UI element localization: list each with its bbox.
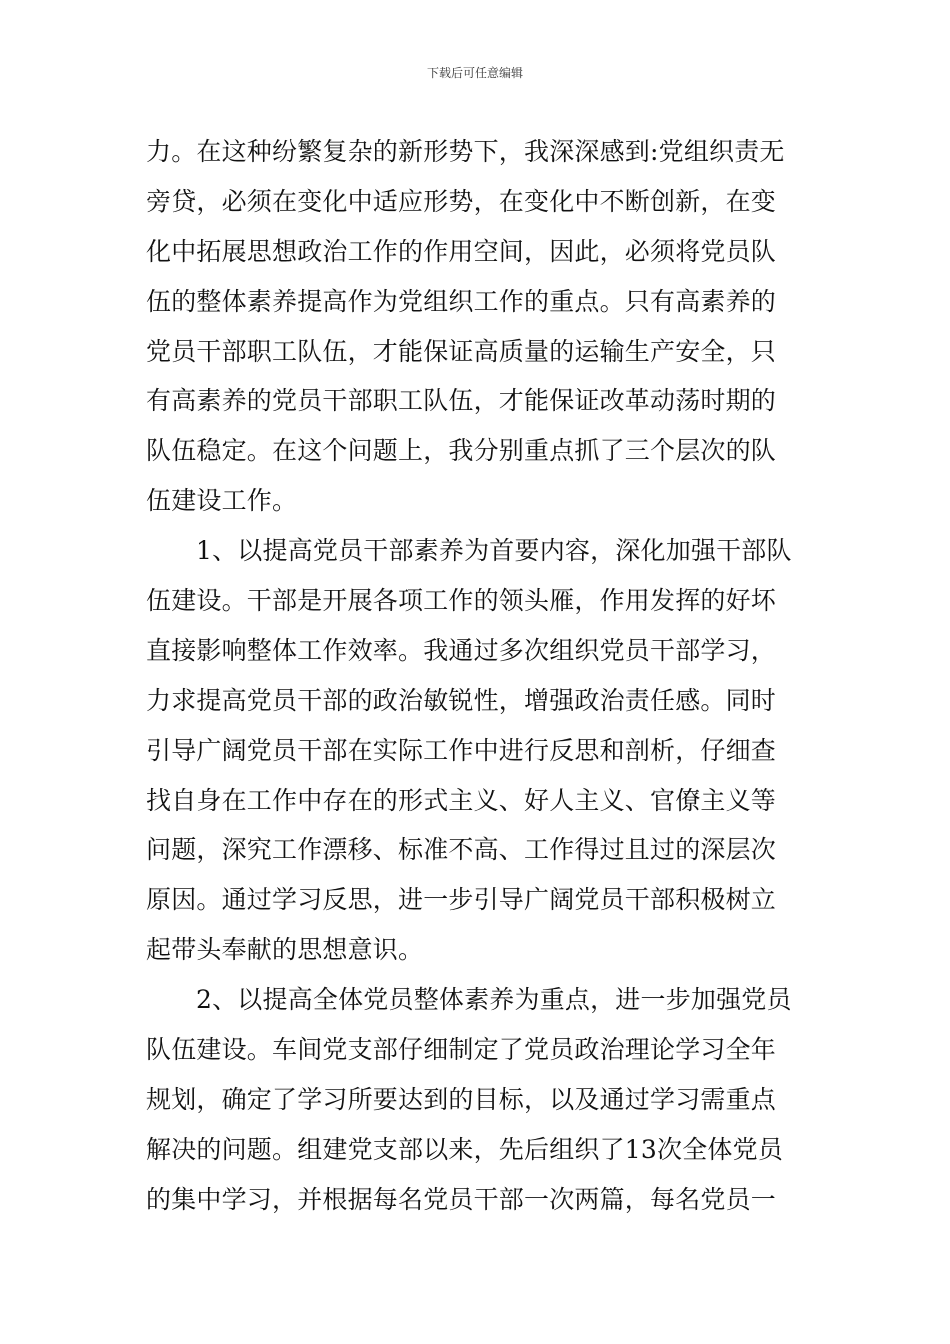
text-line: 力。在这种纷繁复杂的新形势下，我深深感到:党组织责无 — [146, 137, 785, 166]
text-line: 党员干部职工队伍，才能保证高质量的运输生产安全，只 — [146, 336, 777, 366]
text-line: 直接影响整体工作效率。我通过多次组织党员干部学习， — [146, 635, 777, 665]
text-line: 原因。通过学习反思，进一步引导广阔党员干部积极树立 — [146, 885, 777, 915]
text-line: 规划，确定了学习所要达到的目标，以及通过学习需重点 — [146, 1084, 777, 1114]
text-line: 问题，深究工作漂移、标准不高、工作得过且过的深层次 — [146, 835, 777, 865]
text-line: 引导广阔党员干部在实际工作中进行反思和剖析，仔细查 — [146, 735, 777, 765]
text-line: 2、以提高全体党员整体素养为重点，进一步加强党员 — [196, 985, 792, 1015]
text-line: 伍的整体素养提高作为党组织工作的重点。只有高素养的 — [146, 286, 777, 316]
text-line: 有高素养的党员干部职工队伍，才能保证改革动荡时期的 — [146, 386, 777, 416]
text-line: 队伍稳定。在这个问题上，我分别重点抓了三个层次的队 — [146, 436, 777, 466]
document-body — [146, 127, 806, 1225]
text-line: 伍建设工作。 — [146, 486, 298, 516]
text-line: 队伍建设。车间党支部仔细制定了党员政治理论学习全年 — [146, 1035, 777, 1065]
page-header: 下载后可任意编辑 — [426, 66, 523, 80]
text-line: 旁贷，必须在变化中适应形势，在变化中不断创新，在变 — [146, 186, 777, 216]
text-line: 伍建设。干部是开展各项工作的领头雁，作用发挥的好坏 — [146, 586, 777, 616]
text-line: 起带头奉献的思想意识。 — [146, 935, 424, 965]
text-line: 化中拓展思想政治工作的作用空间，因此，必须将党员队 — [146, 236, 777, 266]
text-line: 力求提高党员干部的政治敏锐性，增强政治责任感。同时 — [146, 685, 777, 715]
text-line: 解决的问题。组建党支部以来，先后组织了13次全体党员 — [146, 1134, 784, 1164]
text-line: 的集中学习，并根据每名党员干部一次两篇，每名党员一 — [146, 1184, 777, 1214]
text-line: 1、以提高党员干部素养为首要内容，深化加强干部队 — [196, 536, 792, 566]
text-line: 找自身在工作中存在的形式主义、好人主义、官僚主义等 — [146, 785, 777, 815]
